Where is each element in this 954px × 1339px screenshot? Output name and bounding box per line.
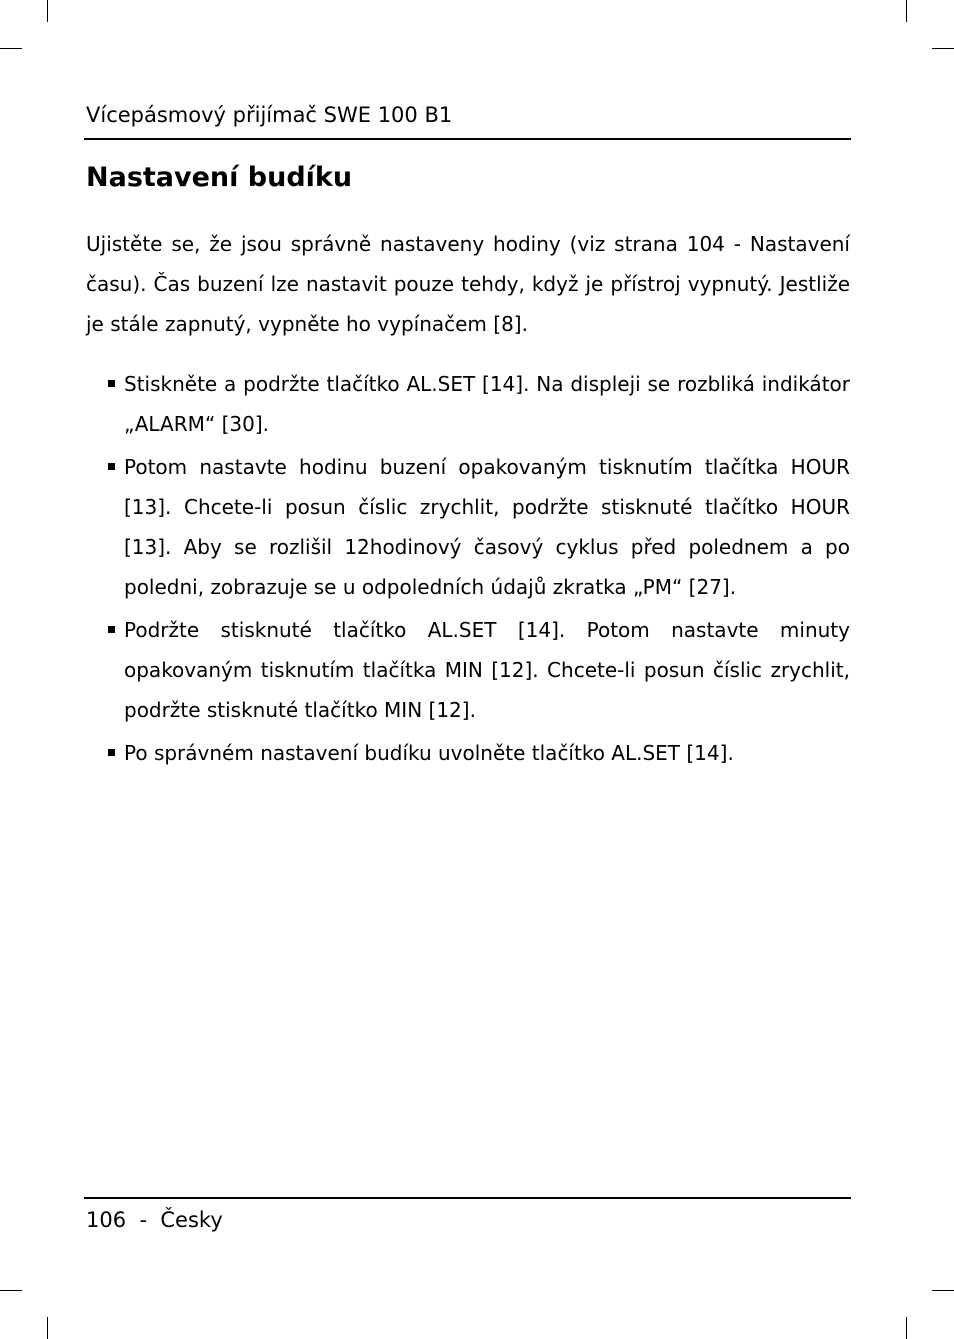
page-title: Nastavení budíku [86, 162, 353, 193]
step-text: Podržte stisknuté tlačítko AL.SET [14]. Potom nastavte minuty opakovaným tisknutím tlačítka MIN [12]. Chcete-li posun číslic zrychlit, podržte stisknuté tlačítko MIN [12]. [124, 618, 850, 722]
list-item [86, 447, 850, 607]
crop-mark [932, 48, 954, 49]
page-number: 106 [86, 1208, 127, 1232]
running-header: Vícepásmový přijímač SWE 100 B1 [86, 103, 453, 127]
square-bullet-icon [108, 626, 115, 633]
list-item [86, 733, 850, 773]
intro-paragraph: Ujistěte se, že jsou správně nastaveny hodiny (viz strana 104 - Nastavení času). Čas buzení lze nastavit pouze tehdy, když je přístroj vypnutý. Jestliže je stále zapnutý, vypněte ho vypínačem [8]. [86, 232, 850, 336]
square-bullet-icon [108, 463, 115, 470]
crop-mark [906, 0, 907, 22]
list-item [86, 610, 850, 730]
step-text: Po správném nastavení budíku uvolněte tlačítko AL.SET [14]. [124, 741, 734, 765]
crop-mark [906, 1317, 907, 1339]
crop-mark [0, 1290, 22, 1291]
footer-language: Česky [160, 1208, 223, 1232]
footer-separator: - [139, 1208, 148, 1232]
header-rule [84, 138, 851, 140]
section-body [86, 224, 850, 776]
crop-mark [932, 1290, 954, 1291]
instruction-list [86, 364, 850, 773]
step-text: Potom nastavte hodinu buzení opakovaným tisknutím tlačítka HOUR [13]. Chcete-li posun číslic zrychlit, podržte stisknuté tlačítko HOUR [13]. Aby se rozlišil 12hodinový časový cyklus před polednem a po poledni, zobrazuje se u odpoledních údajů zkratka „PM“ [27]. [124, 455, 850, 599]
step-text: Stiskněte a podržte tlačítko AL.SET [14]. Na displeji se rozbliká indikátor „ALARM“ [30]. [124, 372, 850, 436]
list-item [86, 364, 850, 444]
crop-mark [47, 1317, 48, 1339]
crop-mark [0, 48, 22, 49]
square-bullet-icon [108, 380, 115, 387]
square-bullet-icon [108, 749, 115, 756]
footer-rule [84, 1197, 851, 1199]
page-footer [86, 1206, 223, 1234]
crop-mark [47, 0, 48, 22]
